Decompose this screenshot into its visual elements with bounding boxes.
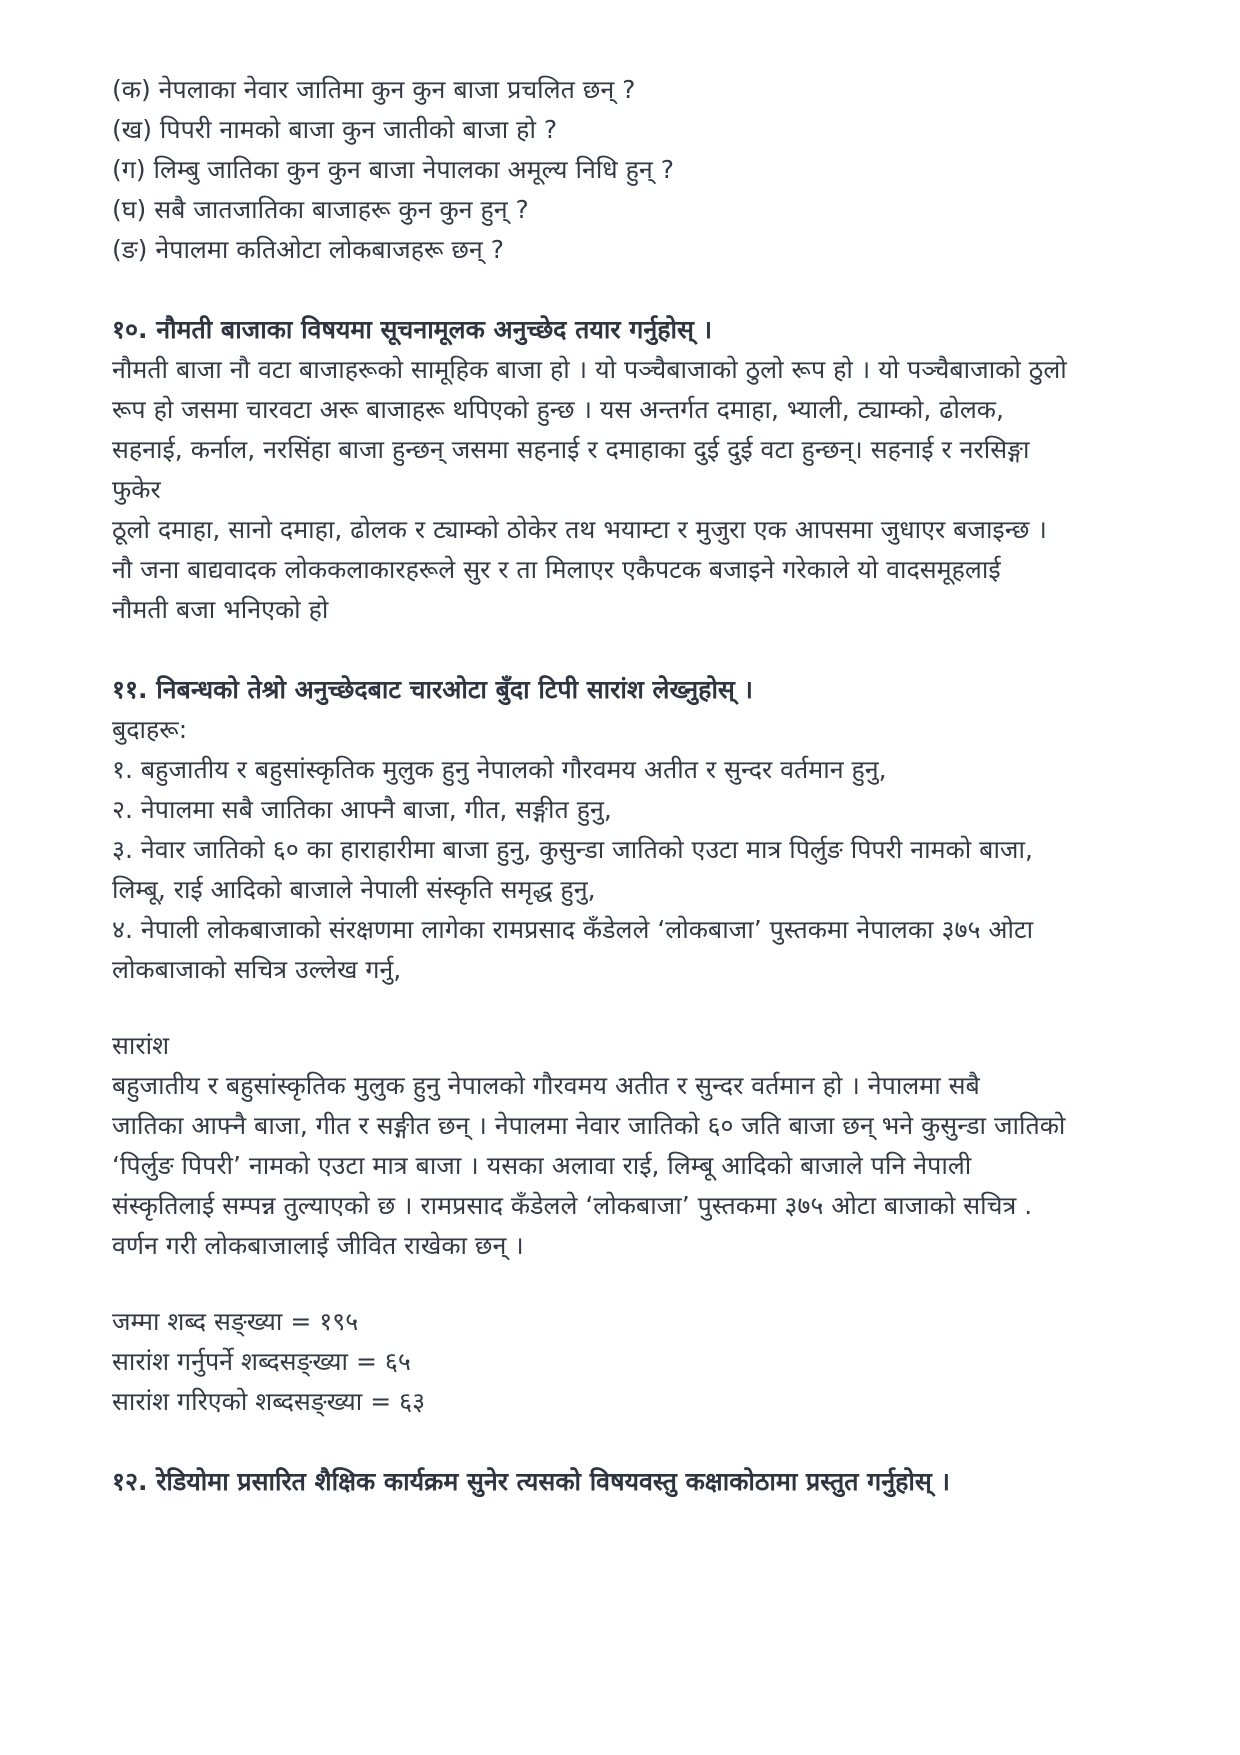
section-11 — [112, 670, 1152, 1422]
point-line: २. नेपालमा सबै जातिका आफ्नै बाजा, गीत, सङ्गीत हुनु, — [112, 795, 612, 824]
paragraph-line: सहनाई, कर्नाल, नरसिंहा बाजा हुन्छन् जसमा सहनाई र दमाहाका दुई दुई वटा हुन्छन्। सहनाई र नरसिङ्गा — [112, 435, 1030, 464]
word-count-line: सारांश गरिएको शब्दसङ्ख्या = ६३ — [112, 1387, 426, 1416]
point-line: लिम्बू, राई आदिको बाजाले नेपाली संस्कृति समृद्ध हुनु, — [112, 875, 596, 904]
section-heading: १२. रेडियोमा प्रसारित शैक्षिक कार्यक्रम सुनेर त्यसको विषयवस्तु कक्षाकोठामा प्रस्तुत गर्नुहोस् । — [112, 1467, 950, 1496]
word-count-line: सारांश गर्नुपर्ने शब्दसङ्ख्या = ६५ — [112, 1347, 411, 1376]
question-list — [112, 70, 1152, 270]
summary-line: ‘पिर्लुङ पिपरी’ नामको एउटा मात्र बाजा । यसका अलावा राई, लिम्बू आदिको बाजाले पनि नेपाली — [112, 1151, 972, 1180]
question-item: (क) नेपलाका नेवार जातिमा कुन कुन बाजा प्रचलित छन् ? — [112, 75, 636, 104]
summary-line: वर्णन गरी लोकबाजालाई जीवित राखेका छन् । — [112, 1231, 524, 1260]
section-heading: ११. निबन्धको तेश्रो अनुच्छेदबाट चारओटा बुँदा टिपी सारांश लेख्नुहोस् । — [112, 675, 754, 704]
point-line: ३. नेवार जातिको ६० का हाराहारीमा बाजा हुनु, कुसुन्डा जातिको एउटा मात्र पिर्लुङ पिपरी नामको बाजा, — [112, 835, 1033, 864]
point-line: १. बहुजातीय र बहुसांस्कृतिक मुलुक हुनु नेपालको गौरवमय अतीत र सुन्दर वर्तमान हुनु, — [112, 755, 887, 784]
summary-line: संस्कृतिलाई सम्पन्न तुल्याएको छ । रामप्रसाद कँडेलले ‘लोकबाजा’ पुस्तकमा ३७५ ओटा बाजाको सचित्र . — [112, 1191, 1033, 1220]
point-line: ४. नेपाली लोकबाजाको संरक्षणमा लागेका रामप्रसाद कँडेलले ‘लोकबाजा’ पुस्तकमा नेपालका ३७५ ओटा — [112, 915, 1034, 944]
document-page — [112, 70, 1152, 1502]
point-line: लोकबाजाको सचित्र उल्लेख गर्नु, — [112, 955, 402, 984]
word-count-line: जम्मा शब्द सङ्ख्या = १९५ — [112, 1307, 359, 1336]
paragraph-line: रूप हो जसमा चारवटा अरू बाजाहरू थपिएको हुन्छ । यस अन्तर्गत दमाहा, भ्याली, ट्याम्को, ढोलक, — [112, 395, 1004, 424]
question-item: (ग) लिम्बु जातिका कुन कुन बाजा नेपालका अमूल्य निधि हुन् ? — [112, 155, 674, 184]
section-heading: १०. नौमती बाजाका विषयमा सूचनामूलक अनुच्छेद तयार गर्नुहोस् । — [112, 315, 713, 344]
question-item: (ङ) नेपालमा कतिओटा लोकबाजहरू छन् ? — [112, 235, 504, 264]
section-10 — [112, 310, 1152, 630]
question-item: (घ) सबै जातजातिका बाजाहरू कुन कुन हुन् ? — [112, 195, 529, 224]
section-12 — [112, 1462, 1152, 1502]
paragraph-line: ठूलो दमाहा, सानो दमाहा, ढोलक र ट्याम्को ठोकेर तथ भयाम्टा र मुजुरा एक आपसमा जुधाएर बजाइन्छ । — [112, 515, 1047, 544]
summary-line: जातिका आफ्नै बाजा, गीत र सङ्गीत छन् । नेपालमा नेवार जातिको ६० जति बाजा छन् भने कुसुन्डा जातिको — [112, 1111, 1066, 1140]
paragraph-line: फुकेर — [112, 475, 161, 504]
question-item: (ख) पिपरी नामको बाजा कुन जातीको बाजा हो ? — [112, 115, 558, 144]
summary-line: बहुजातीय र बहुसांस्कृतिक मुलुक हुनु नेपालको गौरवमय अतीत र सुन्दर वर्तमान हो । नेपालमा सबै — [112, 1071, 980, 1100]
paragraph-line: नौमती बाजा नौ वटा बाजाहरूको सामूहिक बाजा हो । यो पञ्चैबाजाको ठुलो रूप हो । यो पञ्चैबाजाको ठुलो — [112, 355, 1067, 384]
summary-label: सारांश — [112, 1031, 170, 1060]
paragraph-line: नौमती बजा भनिएको हो — [112, 595, 329, 624]
points-label: बुदाहरू: — [112, 715, 188, 744]
paragraph-line: नौ जना बाद्यवादक लोककलाकारहरूले सुर र ता मिलाएर एकैपटक बजाइने गरेकाले यो वादसमूहलाई — [112, 555, 1001, 584]
